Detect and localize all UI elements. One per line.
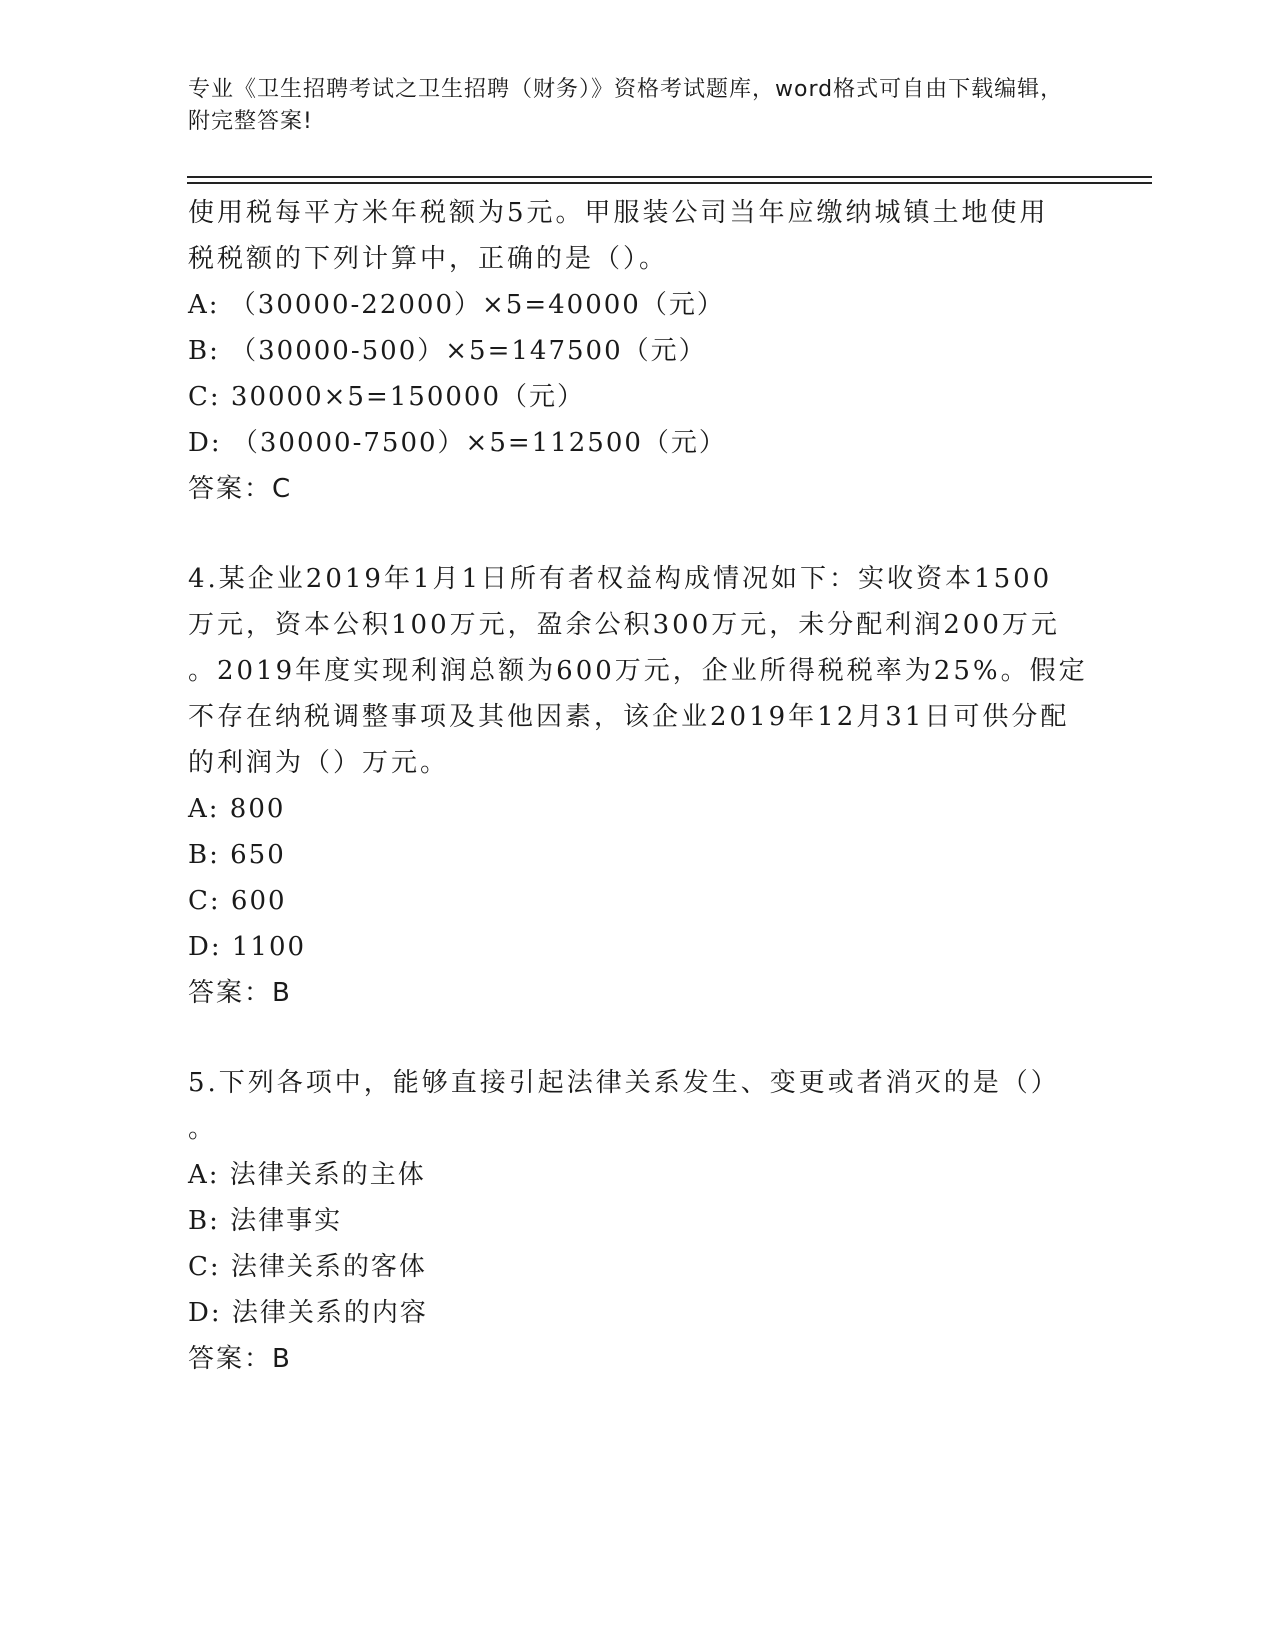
- question-stem-line: 。: [188, 1114, 218, 1144]
- option-a: A: 800: [188, 794, 286, 824]
- option-d: D: 法律关系的内容: [188, 1298, 428, 1328]
- option-c: C: 600: [188, 886, 287, 916]
- option-b: B: 法律事实: [188, 1206, 343, 1236]
- option-a: A: （30000-22000）×5=40000（元）: [188, 290, 725, 320]
- option-b: B: （30000-500）×5=147500（元）: [188, 336, 707, 366]
- option-a: A: 法律关系的主体: [188, 1160, 426, 1190]
- question-stem-line: 税税额的下列计算中，正确的是（）。: [188, 244, 669, 274]
- question-stem-line: 。2019年度实现利润总额为600万元，企业所得税税率为25%。假定: [188, 656, 1088, 686]
- question-4: [188, 556, 1088, 1016]
- question-list: [188, 190, 1088, 1382]
- option-c: C: 法律关系的客体: [188, 1252, 427, 1282]
- document-header: [188, 74, 1068, 138]
- answer-label: 答案：C: [188, 474, 293, 504]
- option-c: C: 30000×5=150000（元）: [188, 382, 585, 412]
- header-rule-bottom: [187, 182, 1152, 184]
- question-3: [188, 190, 1088, 512]
- question-stem-line: 4.某企业2019年1月1日所有者权益构成情况如下：实收资本1500: [188, 564, 1053, 594]
- option-b: B: 650: [188, 840, 286, 870]
- header-title: 专业《卫生招聘考试之卫生招聘（财务）》资格考试题库，word格式可自由下载编辑，附完整答案!: [188, 77, 1064, 134]
- question-stem-line: 不存在纳税调整事项及其他因素，该企业2019年12月31日可供分配: [188, 702, 1070, 732]
- question-stem-line: 使用税每平方米年税额为5元。甲服装公司当年应缴纳城镇土地使用: [188, 198, 1049, 228]
- header-rule-top: [187, 176, 1152, 178]
- option-d: D: （30000-7500）×5=112500（元）: [188, 428, 727, 458]
- question-stem-line: 的利润为（）万元。: [188, 748, 450, 778]
- answer-label: 答案：B: [188, 1344, 292, 1374]
- question-5: [188, 1060, 1088, 1382]
- question-stem-line: 万元，资本公积100万元，盈余公积300万元，未分配利润200万元: [188, 610, 1060, 640]
- answer-label: 答案：B: [188, 978, 292, 1008]
- option-d: D: 1100: [188, 932, 307, 962]
- question-stem-line: 5.下列各项中，能够直接引起法律关系发生、变更或者消灭的是（）: [188, 1068, 1060, 1098]
